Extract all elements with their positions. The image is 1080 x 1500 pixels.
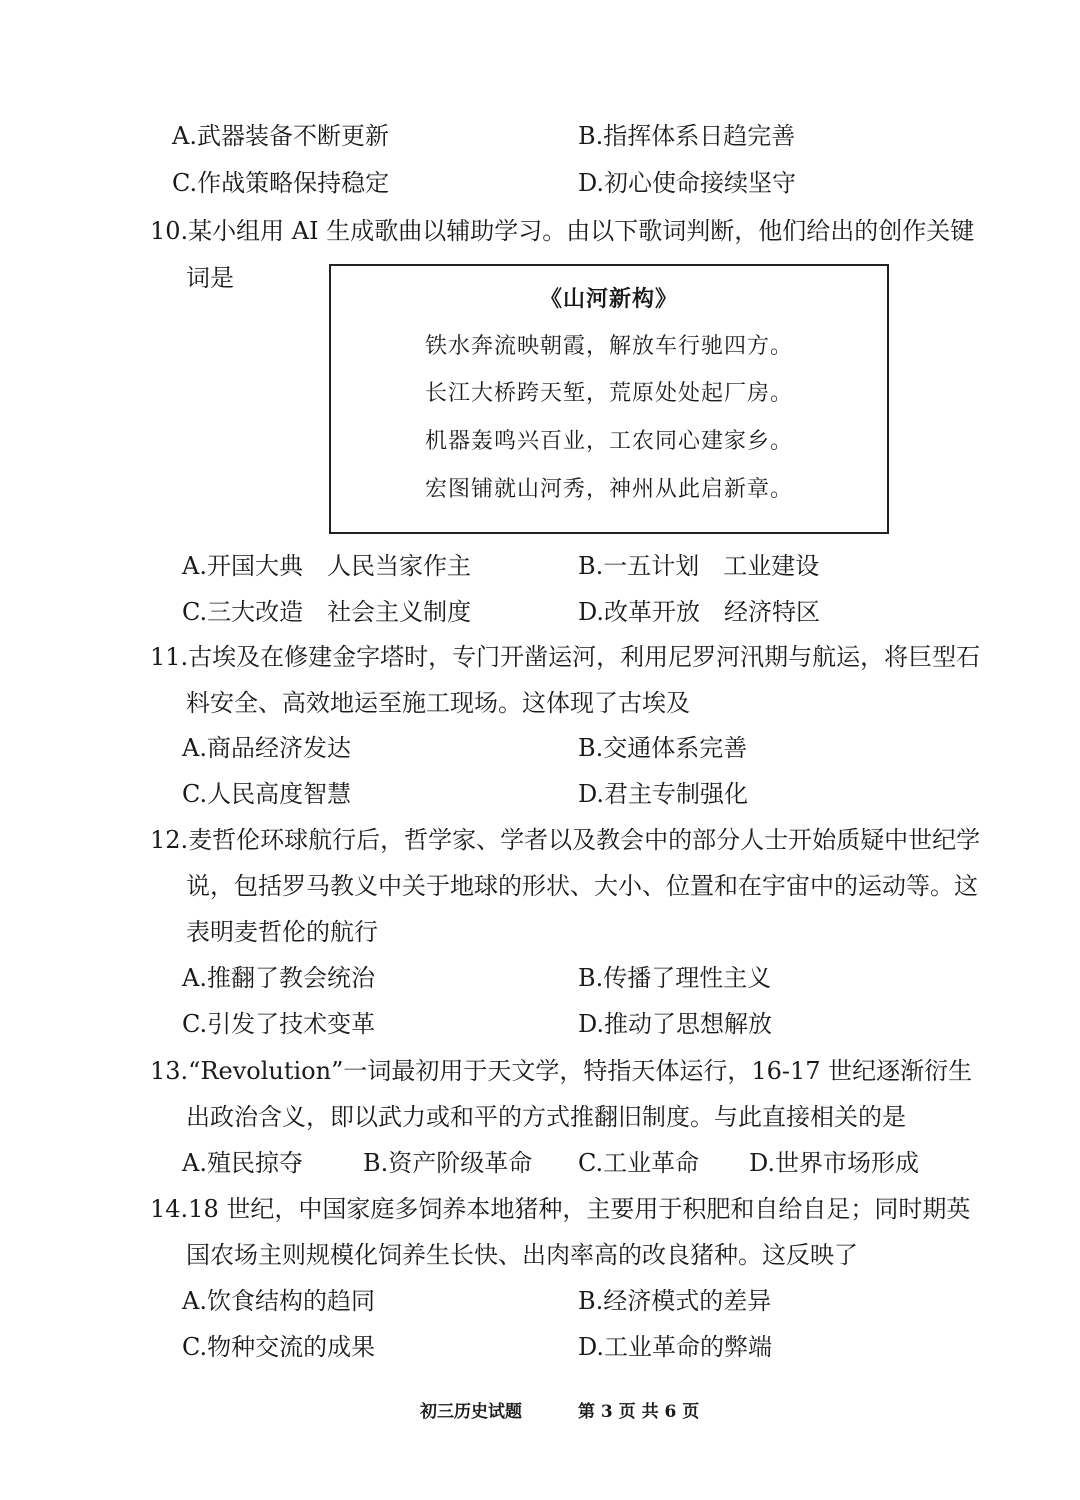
q10-option-b: B.一五计划 工业建设 <box>578 552 820 580</box>
footer-subject: 初三历史试题 <box>420 1402 522 1422</box>
lyrics-line-1: 铁水奔流映朝霞，解放车行驰四方。 <box>424 334 793 359</box>
q11-option-b: B.交通体系完善 <box>578 734 748 762</box>
q12-option-b: B.传播了理性主义 <box>578 964 772 992</box>
q12-stem-line2: 说，包括罗马教义中关于地球的形状、大小、位置和在宇宙中的运动等。这 <box>186 872 978 900</box>
q10-option-a: A.开国大典 人民当家作主 <box>182 552 471 580</box>
q14-stem-line1: 14.18 世纪，中国家庭多饲养本地猪种，主要用于积肥和自给自足；同时期英 <box>150 1195 971 1223</box>
q14-option-d: D.工业革命的弊端 <box>578 1333 773 1361</box>
lyrics-line-3: 机器轰鸣兴百业，工农同心建家乡。 <box>424 429 793 454</box>
q13-option-b: B.资产阶级革命 <box>363 1149 533 1177</box>
q13-option-c: C.工业革命 <box>578 1149 700 1177</box>
lyrics-line-2: 长江大桥跨天堑，荒原处处起厂房。 <box>424 381 793 406</box>
lyrics-box <box>329 264 889 534</box>
q13-stem-line2: 出政治含义，即以武力或和平的方式推翻旧制度。与此直接相关的是 <box>186 1103 906 1131</box>
q11-stem-line2: 料安全、高效地运至施工现场。这体现了古埃及 <box>186 689 690 717</box>
q10-stem-line1: 10.某小组用 AI 生成歌曲以辅助学习。由以下歌词判断，他们给出的创作关键 <box>150 217 975 245</box>
q14-stem-line2: 国农场主则规模化饲养生长快、出肉率高的改良猪种。这反映了 <box>186 1241 858 1269</box>
q13-option-a: A.殖民掠夺 <box>182 1149 303 1177</box>
q11-option-d: D.君主专制强化 <box>578 780 749 808</box>
q12-option-d: D.推动了思想解放 <box>578 1010 773 1038</box>
lyrics-title: 《山河新构》 <box>539 286 678 312</box>
q12-option-c: C.引发了技术变革 <box>182 1010 376 1038</box>
q14-option-a: A.饮食结构的趋同 <box>182 1287 375 1315</box>
q14-option-b: B.经济模式的差异 <box>578 1287 772 1315</box>
q11-stem-line1: 11.古埃及在修建金字塔时，专门开凿运河，利用尼罗河汛期与航运，将巨型石 <box>150 643 981 671</box>
q14-option-c: C.物种交流的成果 <box>182 1333 376 1361</box>
q11-option-a: A.商品经济发达 <box>182 734 351 762</box>
q10-option-d: D.改革开放 经济特区 <box>578 598 821 626</box>
q12-stem-line3: 表明麦哲伦的航行 <box>186 918 378 946</box>
q10-option-c: C.三大改造 社会主义制度 <box>182 598 472 626</box>
q11-option-c: C.人民高度智慧 <box>182 780 352 808</box>
q9-option-c: C.作战策略保持稳定 <box>172 169 390 197</box>
q10-stem-line2: 词是 <box>186 264 234 292</box>
q13-stem-line1: 13.“Revolution”一词最初用于天文学，特指天体运行，16-17 世纪逐渐衍生 <box>150 1057 973 1085</box>
q9-option-a: A.武器装备不断更新 <box>172 122 389 150</box>
q9-option-b: B.指挥体系日趋完善 <box>578 122 796 150</box>
q12-stem-line1: 12.麦哲伦环球航行后，哲学家、学者以及教会中的部分人士开始质疑中世纪学 <box>150 826 981 854</box>
footer-page-info: 第 3 页 共 6 页 <box>578 1402 700 1422</box>
q12-option-a: A.推翻了教会统治 <box>182 964 375 992</box>
lyrics-line-4: 宏图铺就山河秀，神州从此启新章。 <box>424 477 793 502</box>
q13-option-d: D.世界市场形成 <box>749 1149 920 1177</box>
q9-option-d: D.初心使命接续坚守 <box>578 169 797 197</box>
